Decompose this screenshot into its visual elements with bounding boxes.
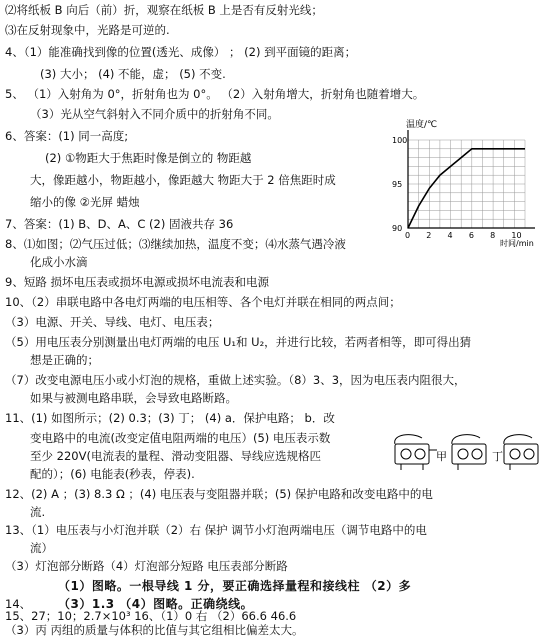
line: (3) 大小； (4) 不能，虚； (5) 不变.: [40, 67, 226, 81]
x-tick-label: 8: [490, 231, 496, 240]
line: 10、（2）串联电路中各电灯两端的电压相等、各个电灯并联在相同的两点间；: [5, 295, 401, 309]
line: 4、（1）能准确找到像的位置(透光、成像） ； (2) 到平面镜的距离；: [5, 45, 357, 59]
x-tick-label: 10: [511, 231, 522, 240]
circuit-sketch-3: [504, 435, 538, 470]
circuit-sketch-1: [395, 435, 437, 470]
line: 13、（1）电压表与小灯泡并联（2）右 保护 调节小灯泡两端电压（调节电路中的电: [5, 523, 427, 537]
line: (2) ①物距大于焦距时像是倒立的 物距越: [45, 151, 252, 165]
line: 想是正确的；: [30, 353, 99, 367]
x-axis-label: 时间/min: [500, 239, 534, 248]
circuit-figure: [392, 430, 542, 478]
y-axis-label: 温度/℃: [406, 120, 438, 130]
circuit-label-jia: 甲: [436, 450, 447, 463]
scanned-answer-line: （3）1.3 （4）图略。正确绕线。: [58, 597, 254, 611]
line: 15、27；10；2.7×10³ 16、（1）0 右 （2）66.6 46.6: [5, 609, 297, 623]
line: ⑶在反射现象中，光路是可逆的.: [5, 23, 170, 37]
x-tick-label: 0: [405, 231, 411, 240]
line: （3）光从空气斜射入不同介质中的折射角不同。: [30, 107, 279, 121]
chart-axes: [408, 130, 535, 228]
line: （7）改变电源电压小或小灯泡的规格，重做上述实验。（8）3、3，因为电压表内阻很大，: [5, 373, 466, 387]
circuit-label-ding: 丁: [492, 450, 503, 463]
line: 至少 220V(电流表的量程、滑动变阻器、导线应选规格匹: [30, 449, 321, 463]
line: 7、答案：(1) B、D、A、C (2) 固液共存 36: [5, 217, 234, 231]
line: 12、(2) A ；(3) 8.3 Ω ；(4) 电压表与变阻器并联；(5) 保护电路和改变电路中的电: [5, 487, 433, 501]
line: 缩小的像 ②光屏 蜡烛: [30, 195, 140, 209]
line: 如果与被测电路串联，会导致电路断路。: [30, 391, 237, 405]
line: （3）丙 丙组的质量与体积的比值与其它组相比偏差太大。: [5, 623, 304, 637]
x-tick-label: 2: [426, 231, 432, 240]
line: 9、短路 损坏电压表或损坏电源或损坏电流表和电源: [5, 275, 269, 289]
line: 流.: [30, 505, 46, 519]
line: 大，像距越小，物距越小，像距越大 物距大于 2 倍焦距时成: [30, 173, 336, 187]
temperature-chart: [360, 118, 545, 253]
line: 变电路中的电流(改变定值电阻两端的电压）(5) 电压表示数: [30, 431, 331, 445]
axis-lines: [408, 130, 535, 228]
line: 11、(1) 如图所示；(2) 0.3；(3) 丁； (4) a．保护电路； b．改: [5, 411, 335, 425]
line: （3）灯泡部分断路（4）灯泡部分短路 电压表部分断路: [5, 559, 288, 573]
y-tick-label: 100: [392, 136, 408, 145]
x-tick-label: 6: [468, 231, 474, 240]
y-tick-label: 95: [392, 180, 403, 189]
line: ⑵将纸板 B 向后（前）折，观察在纸板 B 上是否有反射光线；: [5, 3, 323, 17]
chart-ticks: [392, 136, 522, 240]
scanned-answer-line: （1）图略。一根导线 1 分，要正确选择量程和接线柱 （2）多: [58, 579, 412, 593]
line: 14、: [5, 597, 32, 611]
line: 配的）；(6) 电能表(秒表，停表).: [30, 467, 195, 481]
line: 流）: [30, 541, 53, 555]
x-tick-label: 4: [447, 231, 453, 240]
circuit-sketch-2: [452, 435, 486, 470]
y-tick-label: 90: [392, 224, 403, 233]
line: 5、 （1）入射角为 0°，折射角也为 0°。 （2）入射角增大，折射角也随着增大。: [5, 87, 425, 101]
temperature-curve: [408, 149, 525, 228]
line: 6、答案：(1) 同一高度;: [5, 129, 129, 143]
line: （3）电源、开关、导线、电灯、电压表；: [5, 315, 220, 329]
line: （5）用电压表分别测量出电灯两端的电压 U₁和 U₂，并进行比较，若两者相等，即可得出猜: [5, 335, 472, 349]
line: 化成小水滴: [30, 255, 88, 269]
line: 8、⑴如图；⑵气压过低；⑶继续加热，温度不变；⑷水蒸气遇冷液: [5, 237, 346, 251]
